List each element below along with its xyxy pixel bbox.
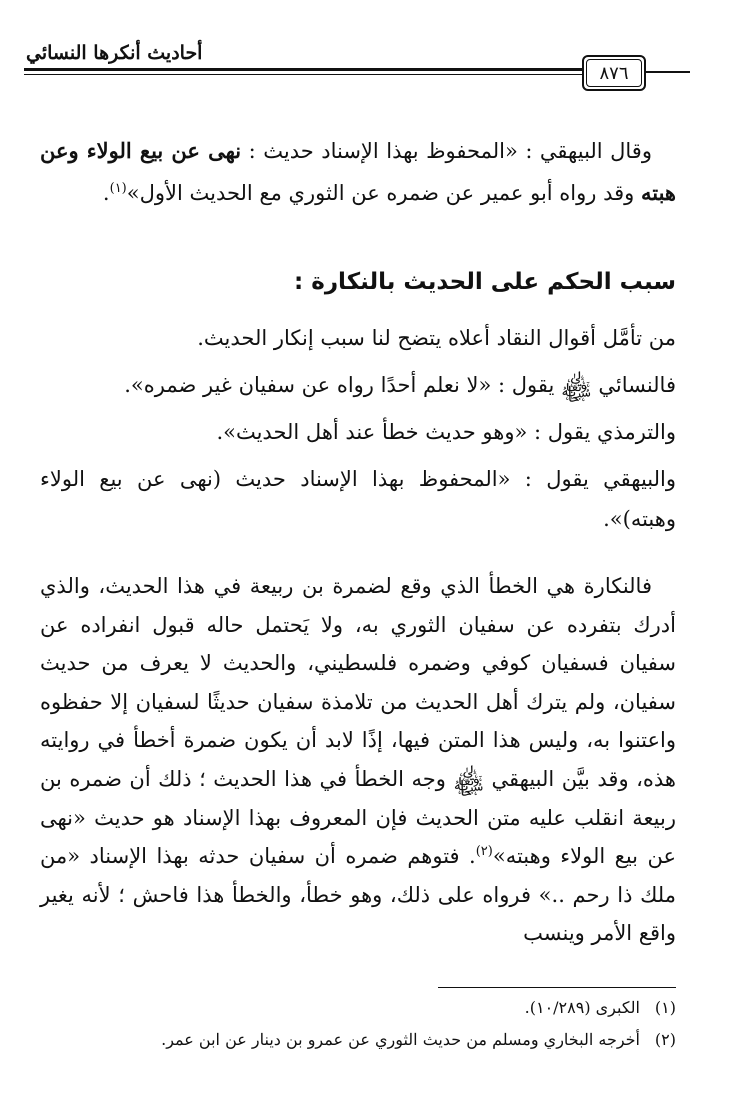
statement-baihaqi: والبيهقي يقول : «المحفوظ بهذا الإسناد حديث (نهى عن بيع الولاء وهبته)». [40,467,676,531]
statement-tirmidhi: والترمذي يقول : «وهو حديث خطأ عند أهل الحديث». [216,420,676,444]
page-number: ٨٧٦ [586,59,642,87]
body-text-continued: . فتوهم ضمره أن سفيان حدثه بهذا الإسناد «من ملك ذا رحم ..» فرواه على ذلك، وهو خطأ، والخطأ هذا فاحش ؛ لأنه يغير واقع الأمر وينسب [40,844,676,946]
page-number-box [582,55,646,91]
section-heading: سبب الحكم على الحديث بالنكارة : [294,269,676,295]
section-heading-block [40,262,676,302]
footnote-ref-1[interactable]: (١) [109,181,127,196]
running-header-title: أحاديث أنكرها النسائي [26,42,203,64]
baihaqi-quote-paragraph [40,130,676,214]
header-rule-right [646,71,690,73]
footnotes [60,992,676,1056]
footnote-number: (١) [654,998,676,1017]
hadith-text-bold: نهى عن بيع الولاء وعن هبته [40,138,676,205]
body-text: فالنكارة هي الخطأ الذي وقع لضمرة بن ربيعة في هذا الحديث، والذي أدرك بتفرده عن سفيان الثوري به، ولا يَحتمل حاله قبول انفراده عن سفيان فسفيان كوفي وضمره فلسطيني، والحديث لا يعرف من حديث سفيان، ولم يترك أهل الحديث من تلامذة سفيان حديثًا لسفيان إلا حفظوه واعتنوا به، وليس هذا المتن فيها، إذًا لابد أن يكون ضمرة أخطأ في روايته هذه، وقد بيَّن البيهقي ﷾ وجه الخطأ في هذا الحديث ؛ ذلك أن ضمره بن ربيعة انقلب عليه متن الحديث فإن المعروف بهذا الإسناد هو حديث «نهى عن بيع الولاء وهبته» [40,574,676,869]
footnote-1 [60,992,676,1024]
paragraph-text-continued: وقد رواه أبو عمير عن ضمره عن الثوري مع الحديث الأول» [126,181,641,205]
footnote-ref-2[interactable]: (٢) [475,844,493,860]
paragraph-text: وقال البيهقي : «المحفوظ بهذا الإسناد حديث : [241,139,652,163]
main-body [40,567,676,953]
statement-nasai: فالنسائي ﷾ يقول : «لا نعلم أحدًا رواه عن سفيان غير ضمره». [124,373,676,397]
footnote-number: (٢) [654,1030,676,1049]
footnote-text: أخرجه البخاري ومسلم من حديث الثوري عن عمرو بن دينار عن ابن عمر. [161,1030,640,1049]
paragraph-end: . [102,181,110,205]
opening-paragraph [40,130,676,214]
critics-statements [40,318,676,546]
header-rule-left-lower [24,74,582,75]
footnote-text: الكبرى (١٠/٢٨٩). [524,998,640,1017]
footnote-2 [60,1024,676,1056]
header-rule-left [24,68,582,71]
nakara-explanation-paragraph [40,567,676,953]
footnote-divider [438,987,676,988]
statement-intro: من تأمَّل أقوال النقاد أعلاه يتضح لنا سبب إنكار الحديث. [197,326,676,350]
